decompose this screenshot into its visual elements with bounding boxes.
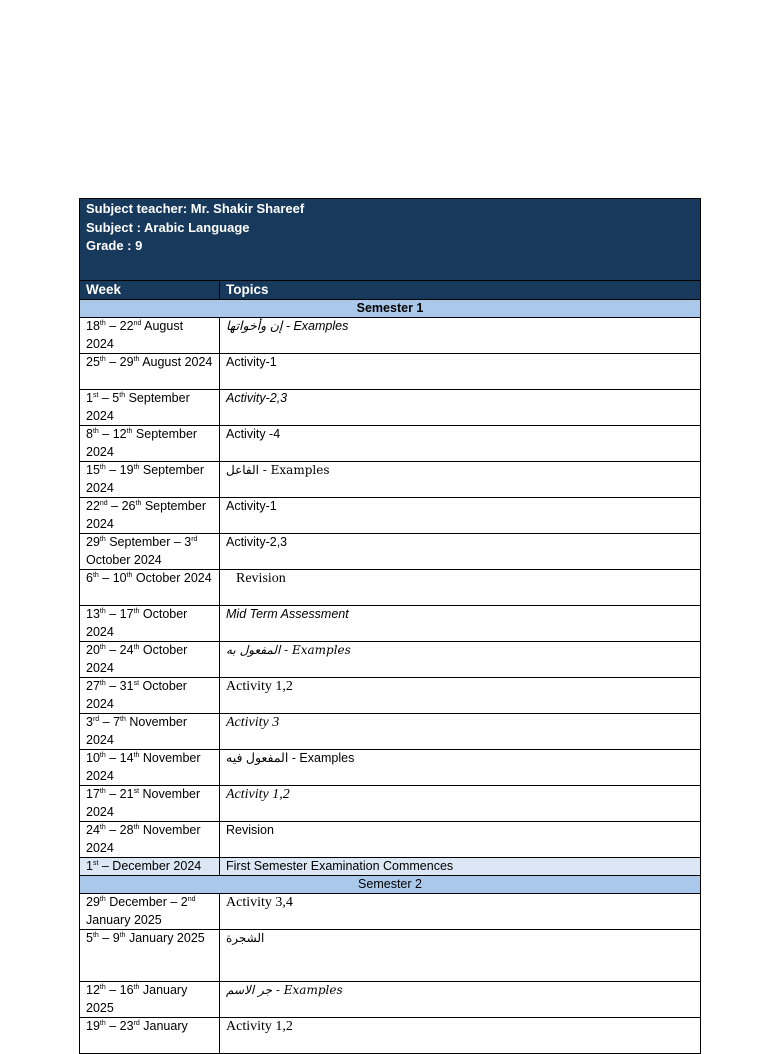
column-header-row: [80, 281, 701, 300]
semester-1-row: [80, 300, 701, 318]
topic-cell: Revision: [220, 822, 701, 858]
table-row: [80, 426, 701, 462]
table-row: [80, 462, 701, 498]
week-cell: 3rd – 7th November 2024: [80, 714, 220, 750]
week-cell: 6th – 10th October 2024: [80, 570, 220, 606]
topic-cell: Activity 3,4: [220, 894, 701, 930]
table-row: [80, 390, 701, 426]
week-cell: 19th – 23rd January: [80, 1018, 220, 1054]
schedule-document: [79, 198, 700, 1054]
table-row: [80, 570, 701, 606]
topic-cell: Activity 1,2: [220, 678, 701, 714]
week-cell: 17th – 21st November 2024: [80, 786, 220, 822]
topic-cell: المفعول فيه - Examples: [220, 750, 701, 786]
topic-cell: Mid Term Assessment: [220, 606, 701, 642]
topic-cell: جر الاسم - Examples: [220, 982, 701, 1018]
topic-cell: Activity 1,2: [220, 1018, 701, 1054]
table-row: [80, 822, 701, 858]
teacher-label: Subject teacher: Mr. Shakir Shareef: [86, 201, 305, 216]
semester-2-row: [80, 876, 701, 894]
topic-cell: Activity -4: [220, 426, 701, 462]
schedule-table: [79, 198, 701, 1054]
topics-column-header: Topics: [220, 281, 701, 300]
week-cell: 13th – 17th October 2024: [80, 606, 220, 642]
table-row: [80, 354, 701, 390]
table-row: [80, 1018, 701, 1054]
topic-cell: المفعول به - Examples: [220, 642, 701, 678]
week-cell: 18th – 22nd August 2024: [80, 318, 220, 354]
table-row: [80, 534, 701, 570]
table-row: [80, 894, 701, 930]
table-row: [80, 678, 701, 714]
week-cell: 20th – 24th October 2024: [80, 642, 220, 678]
table-row: [80, 642, 701, 678]
week-column-header: Week: [80, 281, 220, 300]
header-info-cell: [80, 199, 701, 281]
exam-row: [80, 858, 701, 876]
week-cell: 24th – 28th November 2024: [80, 822, 220, 858]
week-cell: 1st – December 2024: [80, 858, 220, 876]
table-row: [80, 714, 701, 750]
table-row: [80, 498, 701, 534]
header-info-row: [80, 199, 701, 281]
topic-cell: الشجرة: [220, 930, 701, 982]
week-cell: 25th – 29th August 2024: [80, 354, 220, 390]
topic-cell: Activity-1: [220, 498, 701, 534]
topic-cell: الفاعل - Examples: [220, 462, 701, 498]
week-cell: 27th – 31st October 2024: [80, 678, 220, 714]
table-row: [80, 930, 701, 982]
week-cell: 29th September – 3rd October 2024: [80, 534, 220, 570]
week-cell: 1st – 5th September 2024: [80, 390, 220, 426]
topic-cell: First Semester Examination Commences: [220, 858, 701, 876]
table-row: [80, 982, 701, 1018]
topic-cell: Activity-2,3: [220, 534, 701, 570]
week-cell: 29th December – 2nd January 2025: [80, 894, 220, 930]
table-row: [80, 750, 701, 786]
week-cell: 22nd – 26th September 2024: [80, 498, 220, 534]
topic-cell: Activity-2,3: [220, 390, 701, 426]
topic-cell: Revision: [220, 570, 701, 606]
table-row: [80, 606, 701, 642]
week-cell: 12th – 16th January 2025: [80, 982, 220, 1018]
subject-label: Subject : Arabic Language: [86, 219, 250, 235]
week-cell: 8th – 12th September 2024: [80, 426, 220, 462]
topic-cell: إن وأخواتها - Examples: [220, 318, 701, 354]
week-cell: 15th – 19th September 2024: [80, 462, 220, 498]
table-row: [80, 786, 701, 822]
week-cell: 5th – 9th January 2025: [80, 930, 220, 982]
topic-cell: Activity 3: [220, 714, 701, 750]
topic-cell: Activity-1: [220, 354, 701, 390]
semester-2-label: Semester 2: [80, 876, 701, 894]
table-row: [80, 318, 701, 354]
topic-cell: Activity 1,2: [220, 786, 701, 822]
grade-label: Grade : 9: [86, 238, 143, 253]
semester-1-label: Semester 1: [80, 300, 701, 318]
week-cell: 10th – 14th November 2024: [80, 750, 220, 786]
